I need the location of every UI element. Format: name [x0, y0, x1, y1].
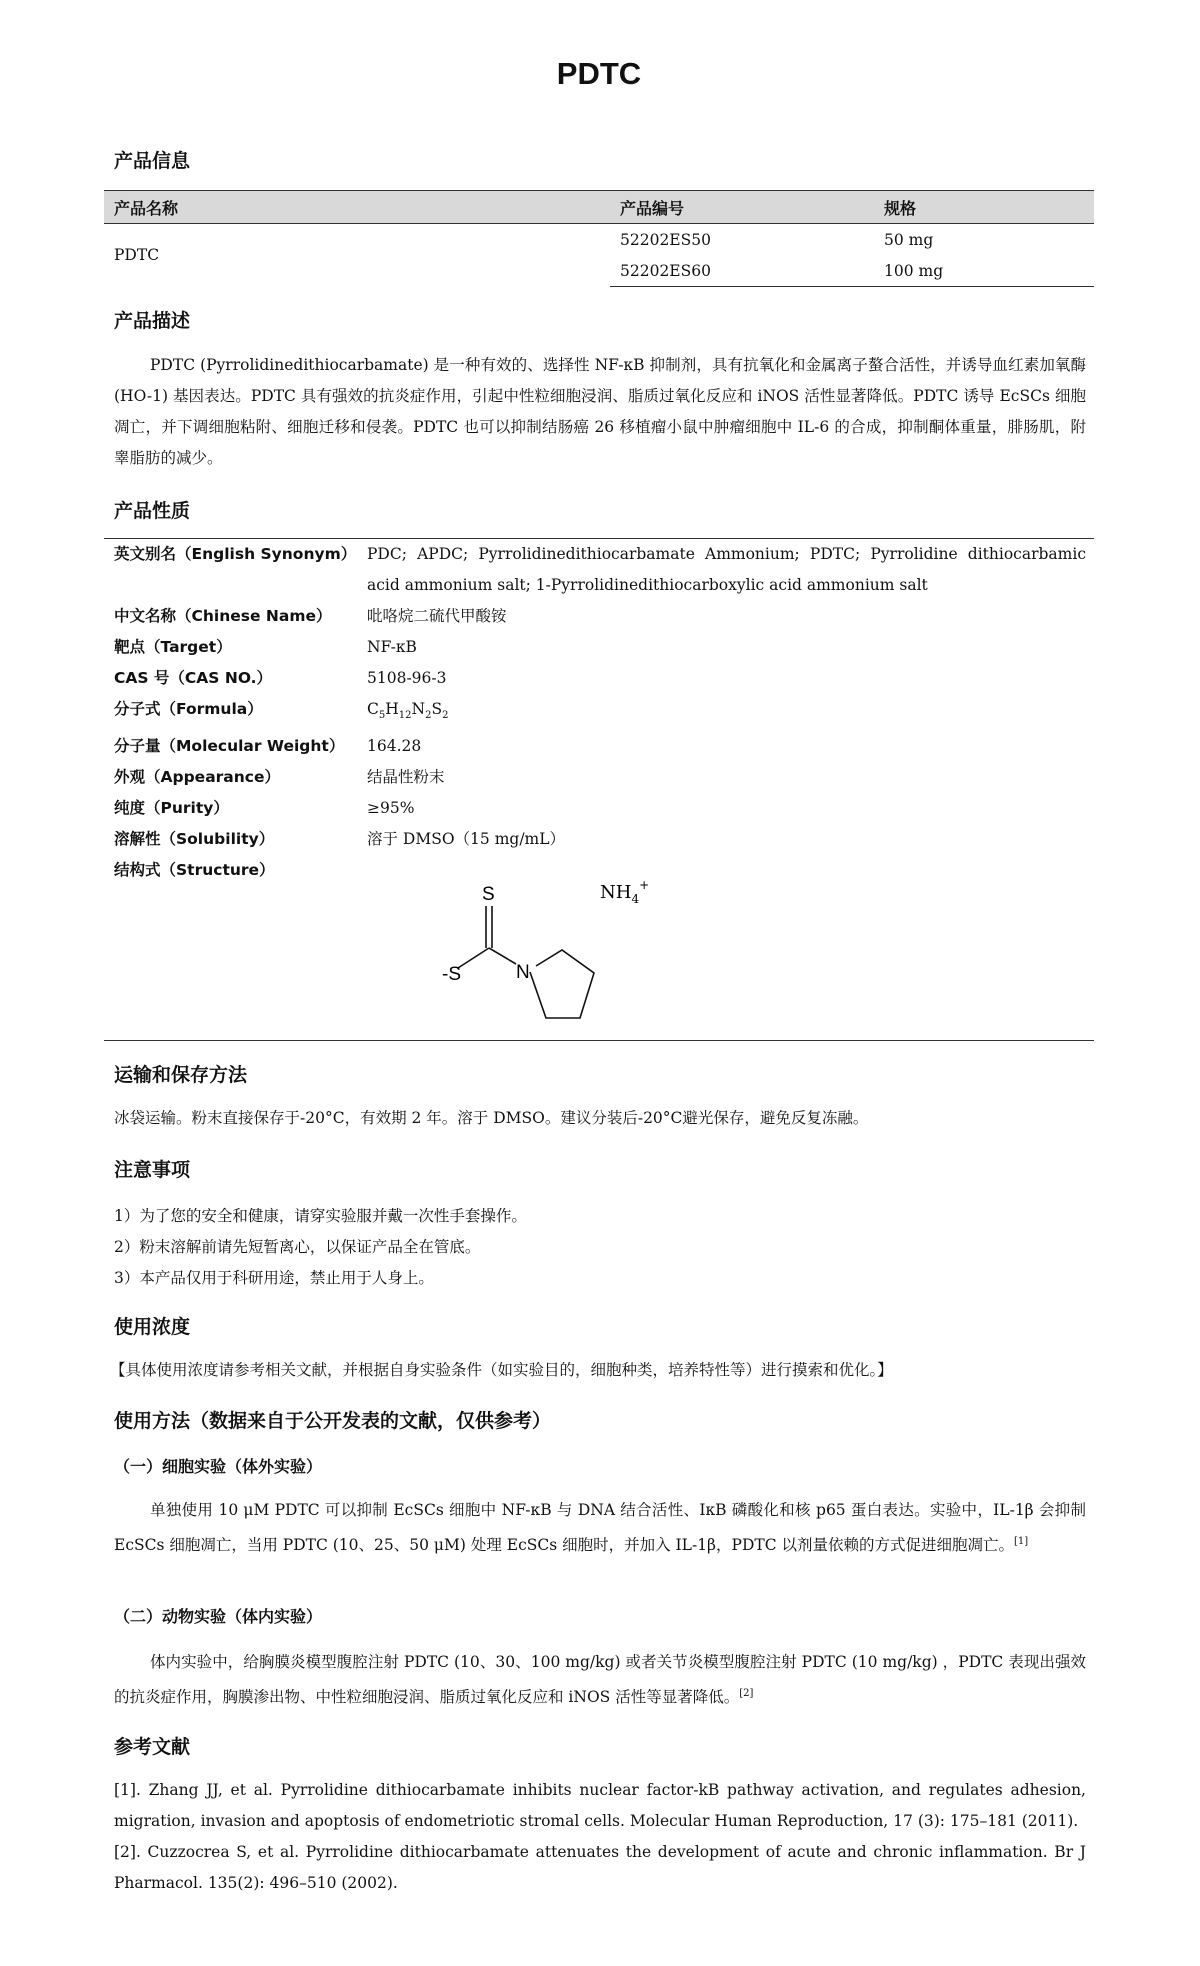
property-row	[104, 663, 1094, 694]
cell-experiment-title: （一）细胞实验（体外实验）	[114, 1457, 323, 1476]
animal-experiment-title: （二）动物实验（体内实验）	[114, 1607, 323, 1626]
property-value: 溶于 DMSO（15 mg/mL）	[367, 830, 566, 849]
section-storage: 运输和保存方法	[114, 1064, 248, 1086]
product-table	[104, 190, 1094, 287]
section-references: 参考文献	[114, 1736, 191, 1758]
property-label: 分子式（Formula）	[114, 700, 263, 718]
struct-cation: $NH_4^+$	[600, 878, 650, 906]
section-product-info: 产品信息	[114, 150, 191, 172]
storage-text: 冰袋运输。粉末直接保存于-20°C，有效期 2 年。溶于 DMSO。建议分装后-20°C避光保存，避免反复冻融。	[114, 1109, 869, 1127]
product-size-cell: 100 mg	[874, 255, 1094, 287]
property-label: 靶点（Target）	[114, 638, 232, 656]
description-text: PDTC (Pyrrolidinedithiocarbamate) 是一种有效的、选择性 NF-κB 抑制剂，具有抗氧化和金属离子螯合活性，并诱导血红素加氧酶 (HO-1) 基因表达。PDTC 具有强效的抗炎症作用，引起中性粒细胞浸润、脂质过氧化反应和 iNOS 活性显著降低。PDTC 诱导 EcSCs 细胞凋亡，并下调细胞粘附、细胞迁移和侵袭。PDTC 也可以抑制结肠癌 26 移植瘤小鼠中肿瘤细胞中 IL-6 的合成，抑制酮体重量，腓肠肌，附睾脂肪的减少。	[114, 356, 1086, 467]
header-size: 规格	[874, 191, 1094, 224]
citation-ref: [1]	[1014, 1536, 1029, 1547]
property-label: 纯度（Purity）	[114, 799, 229, 818]
property-label: 分子量（Molecular Weight）	[114, 737, 345, 756]
property-row	[104, 694, 1094, 731]
property-value: 吡咯烷二硫代甲酸铵	[367, 607, 507, 625]
struct-n: N	[516, 962, 530, 983]
struct-s-top: S	[482, 884, 495, 905]
note-item: 3）本产品仅用于科研用途，禁止用于人身上。	[114, 1269, 434, 1287]
animal-text-body: 体内实验中，给胸膜炎模型腹腔注射 PDTC (10、30、100 mg/kg) 或者关节炎模型腹腔注射 PDTC (10 mg/kg) ，PDTC 表现出强效的抗炎症作用，胸膜渗出物、中性粒细胞浸润、脂质过氧化反应和 iNOS 活性等显著降低。	[114, 1653, 1086, 1707]
section-notes: 注意事项	[114, 1159, 191, 1181]
property-value-formula: $C_5H_{12}N_2S_2$	[367, 700, 449, 722]
product-code-cell: 52202ES50	[620, 230, 711, 249]
concentration-text: 【具体使用浓度请参考相关文献，并根据自身实验条件（如实验目的，细胞种类，培养特性等）进行摸索和优化。】	[110, 1361, 893, 1379]
table-header-row	[104, 191, 1094, 224]
reference-item: [2]. Cuzzocrea S, et al. Pyrrolidine dithiocarbamate attenuates the development of acute and chronic inflammation. Br J Pharmacol. 135(2): 496–510 (2002).	[114, 1843, 1086, 1892]
cell-text-body: 单独使用 10 μM PDTC 可以抑制 EcSCs 细胞中 NF-κB 与 DNA 结合活性、IκB 磷酸化和核 p65 蛋白表达。实验中，IL-1β 会抑制 EcSCs 细胞凋亡，当用 PDTC (10、25、50 μM) 处理 EcSCs 细胞时，并加入 IL-1β，PDTC 以剂量依赖的方式促进细胞凋亡。	[114, 1501, 1086, 1555]
section-description: 产品描述	[114, 310, 191, 332]
header-code: 产品编号	[610, 191, 874, 224]
table-row	[104, 224, 1094, 256]
property-label: CAS 号（CAS NO.）	[114, 669, 273, 687]
property-row	[104, 601, 1094, 632]
property-value: 164.28	[367, 737, 422, 756]
property-row	[104, 793, 1094, 824]
section-concentration: 使用浓度	[114, 1316, 191, 1338]
product-size-cell: 50 mg	[884, 230, 934, 249]
citation-ref: [2]	[739, 1688, 754, 1699]
property-value: PDC; APDC; Pyrrolidinedithiocarbamate Ammonium; PDTC; Pyrrolidine dithiocarbamic acid ammonium salt; 1-Pyrrolidinedithiocarboxylic acid ammonium salt	[367, 545, 1086, 594]
animal-experiment-text	[114, 1647, 1086, 1713]
property-label: 溶解性（Solubility）	[114, 830, 275, 849]
reference-item: [1]. Zhang JJ, et al. Pyrrolidine dithiocarbamate inhibits nuclear factor-kB pathway activation, and regulates adhesion, migration, invasion and apoptosis of endometriotic stromal cells. Molecular Human Reproduction, 17 (3): 175–181 (2011).	[114, 1781, 1086, 1830]
property-value: 5108-96-3	[367, 669, 447, 687]
property-value: NF-κB	[367, 638, 417, 656]
divider	[104, 1040, 1094, 1041]
property-label: 中文名称（Chinese Name）	[114, 607, 332, 625]
struct-s-left: -S	[442, 964, 461, 985]
property-value: 结晶性粉末	[367, 768, 445, 787]
page-title: PDTC	[556, 56, 642, 91]
chemical-structure	[442, 868, 724, 1028]
product-name-cell: PDTC	[114, 246, 160, 265]
note-item: 1）为了您的安全和健康，请穿实验服并戴一次性手套操作。	[114, 1207, 527, 1225]
property-label: 外观（Appearance）	[114, 768, 280, 787]
property-row	[104, 539, 1094, 601]
cell-experiment-text	[114, 1495, 1086, 1561]
properties-list	[104, 538, 1094, 886]
property-label: 结构式（Structure）	[114, 861, 275, 880]
header-name: 产品名称	[104, 191, 610, 224]
property-row	[104, 762, 1094, 793]
property-row	[104, 824, 1094, 855]
section-method: 使用方法（数据来自于公开发表的文献，仅供参考）	[114, 1410, 552, 1432]
section-properties: 产品性质	[114, 500, 191, 522]
product-code-cell: 52202ES60	[610, 255, 874, 287]
property-row	[104, 731, 1094, 762]
note-item: 2）粉末溶解前请先短暂离心，以保证产品全在管底。	[114, 1238, 481, 1256]
property-row	[104, 632, 1094, 663]
property-value: ≥95%	[367, 799, 415, 818]
property-label: 英文别名（English Synonym）	[114, 545, 357, 563]
